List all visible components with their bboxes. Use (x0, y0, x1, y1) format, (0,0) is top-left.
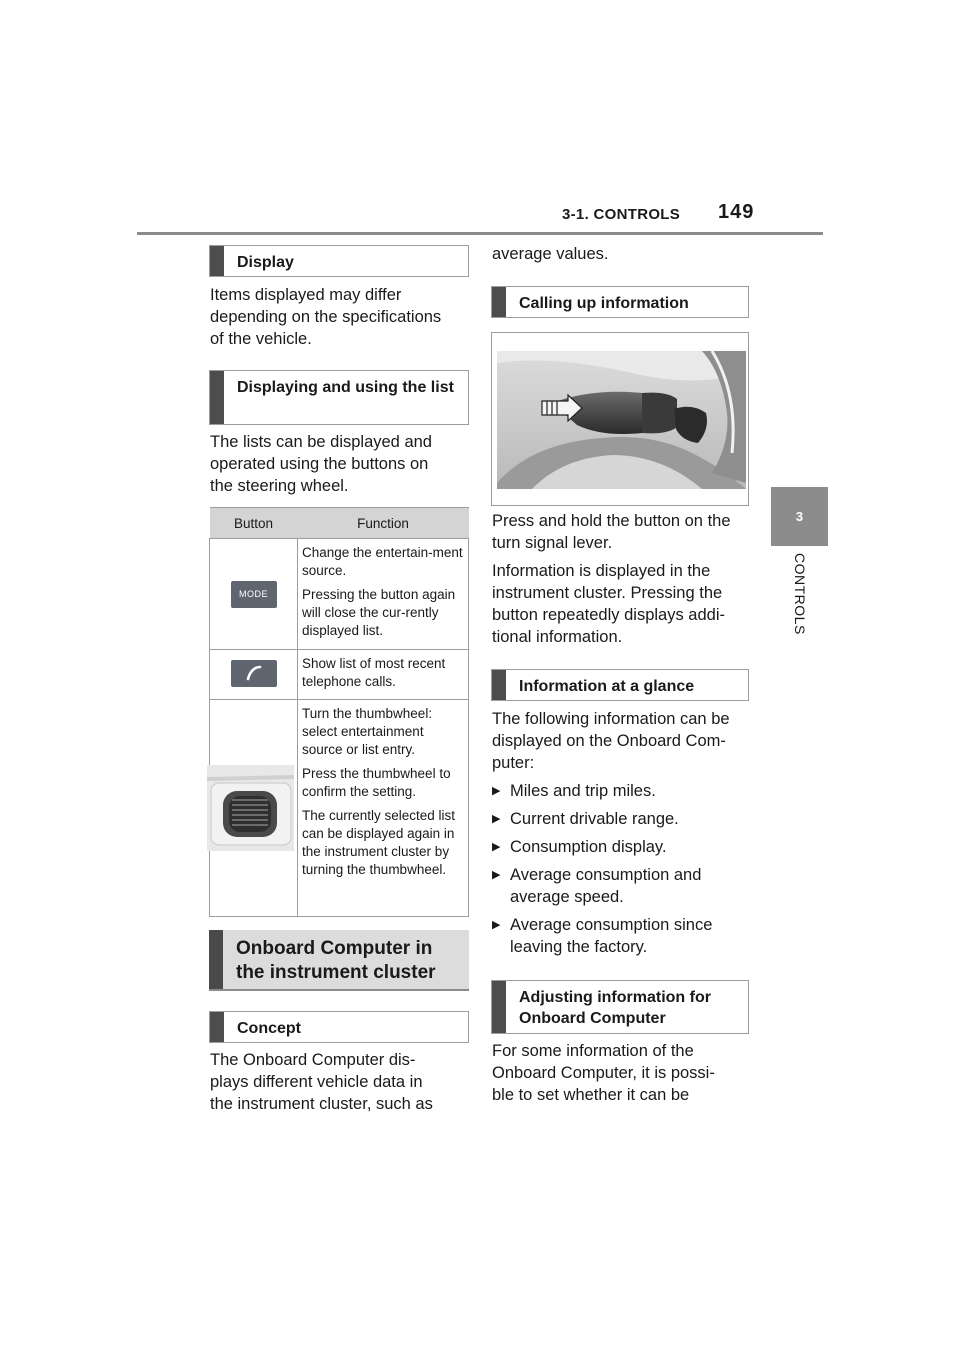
chapter-label (788, 553, 812, 663)
table-header-button: Button (210, 508, 298, 539)
chapter-tab: 3 (771, 487, 828, 546)
table-row: Turn the thumbwheel: select entertainment source or list entry. Press the thumbwheel to confirm the setting. The currently selected list can be displayed again in the instrument cluster by turning the thumbwheel. (210, 700, 469, 917)
table-row: Show list of most recent telephone calls. (210, 650, 469, 700)
display-paragraph: Items displayed may differ depending on the specifications of the vehicle. (210, 286, 442, 348)
glance-heading: Information at a glance (491, 669, 749, 701)
section-title: 3-1. CONTROLS (562, 206, 681, 223)
turn-signal-lever-icon (492, 333, 748, 505)
button-function-table (209, 507, 469, 917)
display-heading: Display (209, 245, 469, 277)
page-number: 149 (718, 201, 755, 223)
list-item: ▶ Consumption display. (492, 836, 754, 858)
list-item: ▶ Average consumption and average speed. (492, 864, 730, 908)
thumbwheel-icon (210, 765, 297, 851)
list-item: ▶ Miles and trip miles. (492, 780, 754, 802)
chapter-label-text: CONTROLS (792, 553, 808, 635)
glance-paragraph: The following information can be displayed on the Onboard Com- puter: (492, 710, 730, 772)
table-row: MODE Change the entertain-ment source. Pressing the button again will close the cur-rently displayed list. (210, 539, 469, 650)
list-item: ▶ Current drivable range. (492, 808, 754, 830)
list-paragraph: The lists can be displayed and operated using the buttons on the steering wheel. (210, 433, 432, 495)
onboard-computer-heading: Onboard Computer in the instrument cluster (209, 930, 469, 991)
calling-up-heading: Calling up information (491, 286, 749, 318)
adjusting-paragraph: For some information of the Onboard Computer, it is possi- ble to set whether it can be (492, 1042, 715, 1104)
concept-paragraph: The Onboard Computer dis- plays different vehicle data in the instrument cluster, such as (210, 1051, 433, 1113)
mode-button-icon: MODE (231, 581, 277, 608)
glance-list (492, 780, 754, 964)
table-header-function: Function (298, 508, 469, 539)
list-item: ▶ Average consumption since leaving the factory. (492, 914, 740, 958)
list-heading: Displaying and using the list (209, 370, 469, 425)
concept-heading: Concept (209, 1011, 469, 1043)
phone-button-icon (231, 660, 277, 687)
calling-up-paragraph-1: Press and hold the button on the turn signal lever. (492, 512, 731, 552)
continued-paragraph: average values. (492, 245, 609, 263)
adjusting-heading: Adjusting information for Onboard Computer (491, 980, 749, 1034)
calling-up-paragraph-2: Information is displayed in the instrument cluster. Pressing the button repeatedly displays addi- tional information. (492, 562, 725, 646)
header-divider (137, 232, 823, 235)
turn-signal-lever-figure (491, 332, 749, 506)
